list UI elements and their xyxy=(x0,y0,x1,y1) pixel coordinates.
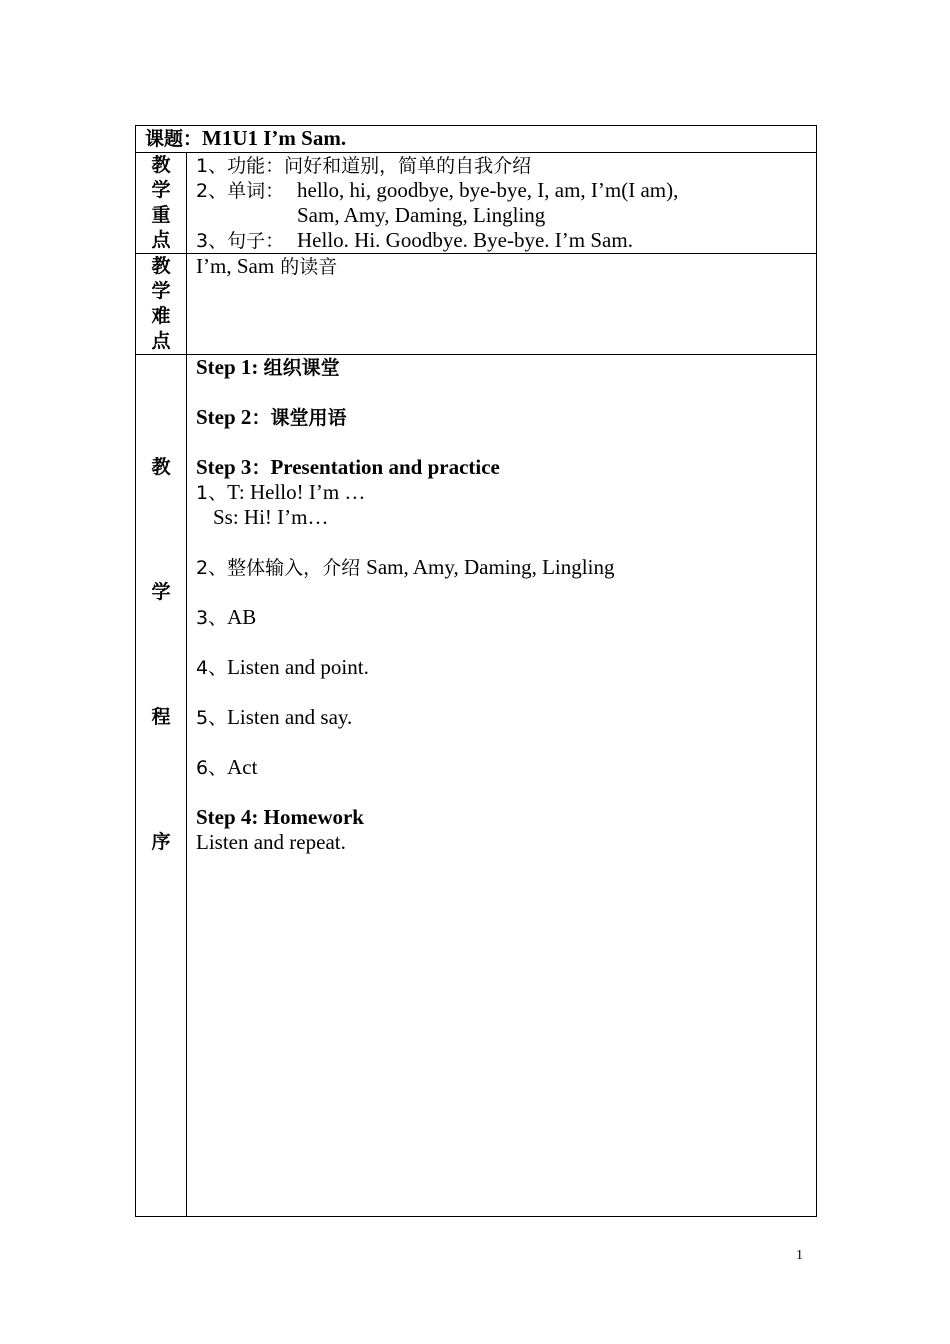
focus-item-sentences: 3、句子： Hello. Hi. Goodbye. Bye-bye. I’m Sam. xyxy=(196,228,633,252)
difficult-side-label xyxy=(136,254,187,355)
title-cell xyxy=(136,126,817,153)
process-side-char: 教 xyxy=(151,456,171,478)
process-side-char: 学 xyxy=(151,581,171,603)
process-content xyxy=(187,355,817,1217)
difficult-content xyxy=(187,254,817,355)
difficult-text: I’m, Sam 的读音 xyxy=(196,254,338,278)
difficult-side-char: 点 xyxy=(151,330,171,352)
difficult-row xyxy=(136,254,817,355)
process-side-label xyxy=(136,355,187,1217)
step-3-item-4: 4、Listen and point. xyxy=(196,655,369,679)
focus-item-words: 2、单词： hello, hi, goodbye, bye-bye, I, am, I’m(I am), xyxy=(196,178,679,202)
lesson-plan-table xyxy=(135,125,817,1217)
step-3-item-3: 3、AB xyxy=(196,605,257,629)
homework-text: Listen and repeat. xyxy=(196,830,346,854)
step-3-item-1: 1、T: Hello! I’m … xyxy=(196,480,366,504)
step-2-heading: Step 2：课堂用语 xyxy=(196,405,347,429)
step-3-item-6: 6、Act xyxy=(196,755,258,779)
title-row xyxy=(136,126,817,153)
focus-item-words-cont: Sam, Amy, Daming, Lingling xyxy=(297,203,546,227)
process-side-char: 序 xyxy=(151,831,171,853)
focus-side-char: 重 xyxy=(151,204,171,226)
difficult-side-char: 学 xyxy=(151,280,171,302)
difficult-side-char: 难 xyxy=(151,305,171,327)
step-1-heading: Step 1: 组织课堂 xyxy=(196,355,340,379)
focus-item-function: 1、功能：问好和道别，简单的自我介绍 xyxy=(196,155,532,177)
difficult-side-char: 教 xyxy=(151,255,171,277)
step-3-heading: Step 3：Presentation and practice xyxy=(196,455,500,479)
step-4-heading: Step 4: Homework xyxy=(196,805,364,829)
process-side-char: 程 xyxy=(151,706,171,728)
focus-side-char: 学 xyxy=(151,179,171,201)
title-text: M1U1 I’m Sam. xyxy=(202,126,347,150)
focus-content xyxy=(187,153,817,254)
focus-side-label xyxy=(136,153,187,254)
step-3-item-2: 2、整体输入，介绍 Sam, Amy, Daming, Lingling xyxy=(196,555,615,579)
step-3-item-1-reply: Ss: Hi! I’m… xyxy=(213,505,329,529)
process-row xyxy=(136,355,817,1217)
focus-side-char: 教 xyxy=(151,154,171,176)
focus-row xyxy=(136,153,817,254)
title-label: 课题： xyxy=(145,128,203,150)
step-3-item-5: 5、Listen and say. xyxy=(196,705,353,729)
focus-side-char: 点 xyxy=(151,229,171,251)
page-number: 1 xyxy=(796,1248,803,1263)
